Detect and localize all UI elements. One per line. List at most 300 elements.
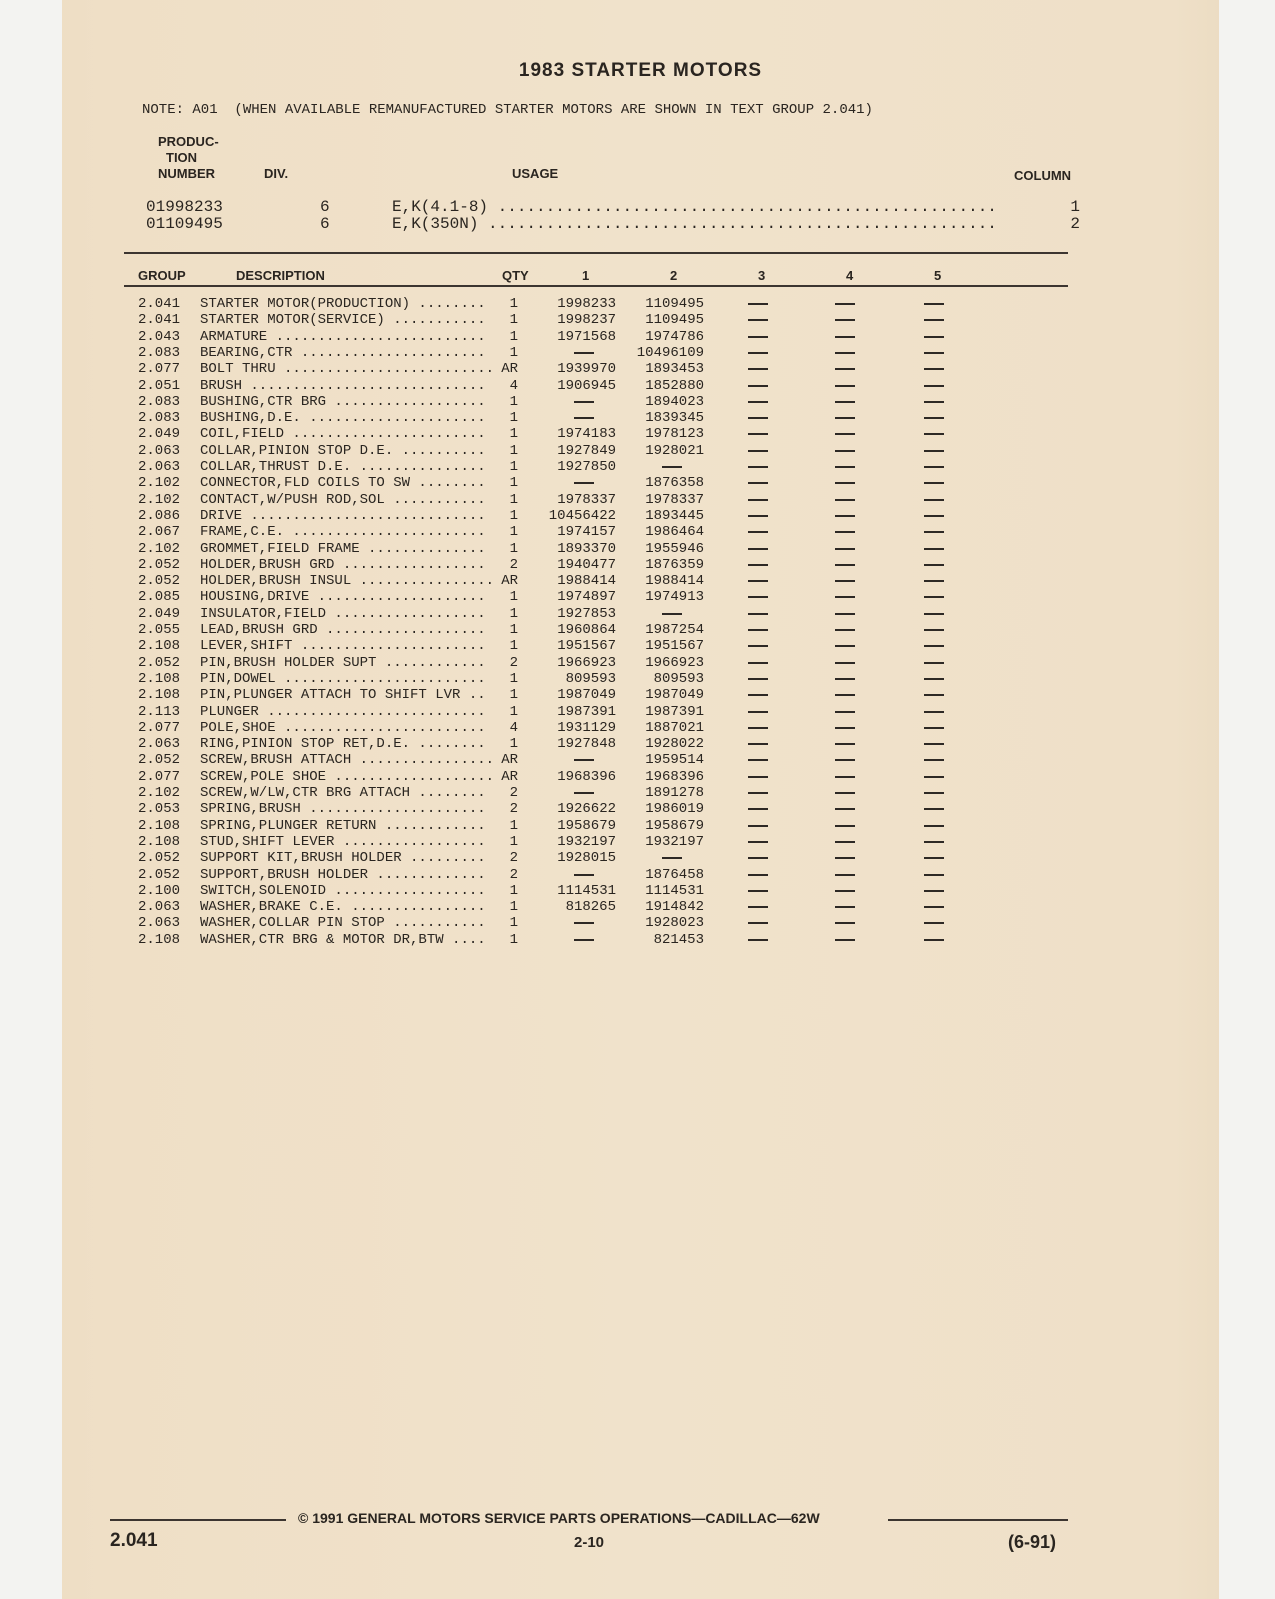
group-cell: 2.049	[138, 426, 181, 442]
col2-part-number: 1966923	[645, 655, 704, 671]
description-cell: STARTER MOTOR(SERVICE) ...........	[200, 312, 486, 328]
col5-dash	[924, 541, 944, 557]
col2-part-number: 10496109	[636, 345, 704, 361]
col5-dash	[924, 394, 944, 410]
group-cell: 2.052	[138, 557, 181, 573]
col5-dash	[924, 296, 944, 312]
scan-margin-right	[1219, 0, 1275, 1599]
group-cell: 2.063	[138, 915, 181, 931]
col1-part-number: 1931129	[557, 720, 616, 736]
qty-cell: 1	[509, 443, 518, 459]
col5-dash	[924, 899, 944, 915]
col3-dash	[748, 426, 768, 442]
qty-cell: 2	[509, 801, 518, 817]
scan-margin-left	[0, 0, 62, 1599]
description-cell: GROMMET,FIELD FRAME ..............	[200, 541, 486, 557]
qty-cell: 1	[509, 459, 518, 475]
col2-part-number: 1928023	[645, 915, 704, 931]
col5-dash	[924, 850, 944, 866]
group-cell: 2.102	[138, 492, 181, 508]
col3-dash	[748, 785, 768, 801]
col4-dash	[835, 329, 855, 345]
group-cell: 2.063	[138, 899, 181, 915]
col1-part-number: 10456422	[548, 508, 616, 524]
col4-dash	[835, 932, 855, 948]
col4-dash	[835, 606, 855, 622]
col2-part-number: 1955946	[645, 541, 704, 557]
col4-header: 4	[846, 268, 854, 283]
col2-part-number: 1968396	[645, 769, 704, 785]
col5-dash	[924, 655, 944, 671]
description-cell: BUSHING,D.E. .....................	[200, 410, 486, 426]
col1-part-number: 1906945	[557, 378, 616, 394]
col2-dash	[622, 459, 704, 475]
table-row	[62, 573, 1219, 589]
div-header: DIV.	[264, 166, 289, 181]
col2-part-number: 809593	[653, 671, 704, 687]
col1-part-number: 1974897	[557, 589, 616, 605]
col4-dash	[835, 899, 855, 915]
col1-part-number: 1951567	[557, 638, 616, 654]
col2-part-number: 1852880	[645, 378, 704, 394]
table-row	[62, 492, 1219, 508]
col1-part-number: 1939970	[557, 361, 616, 377]
note-text: NOTE: A01 (WHEN AVAILABLE REMANUFACTURED STARTER MOTORS ARE SHOWN IN TEXT GROUP 2.041)	[142, 102, 873, 118]
description-cell: BEARING,CTR ......................	[200, 345, 486, 361]
col3-dash	[748, 361, 768, 377]
col4-dash	[835, 834, 855, 850]
group-cell: 2.052	[138, 867, 181, 883]
col2-part-number: 1974786	[645, 329, 704, 345]
table-row	[62, 329, 1219, 345]
group-cell: 2.108	[138, 818, 181, 834]
group-cell: 2.052	[138, 655, 181, 671]
col3-dash	[748, 671, 768, 687]
table-row	[62, 801, 1219, 817]
qty-cell: 1	[509, 834, 518, 850]
col2-part-number: 1986464	[645, 524, 704, 540]
col1-dash	[536, 915, 616, 931]
col3-dash	[748, 915, 768, 931]
col4-dash	[835, 508, 855, 524]
table-row	[62, 475, 1219, 491]
qty-cell: 1	[509, 899, 518, 915]
group-cell: 2.043	[138, 329, 181, 345]
col5-dash	[924, 361, 944, 377]
col5-dash	[924, 443, 944, 459]
col2-part-number: 1876458	[645, 867, 704, 883]
description-cell: HOLDER,BRUSH INSUL ................	[200, 573, 495, 589]
col1-dash	[536, 394, 616, 410]
description-cell: HOUSING,DRIVE ....................	[200, 589, 486, 605]
table-row	[62, 296, 1219, 312]
qty-cell: 1	[509, 524, 518, 540]
col4-dash	[835, 752, 855, 768]
col3-dash	[748, 589, 768, 605]
col5-dash	[924, 492, 944, 508]
col3-dash	[748, 606, 768, 622]
footer-copyright: © 1991 GENERAL MOTORS SERVICE PARTS OPERATIONS—CADILLAC—62W	[298, 1510, 820, 1526]
column-header: COLUMN	[1014, 168, 1072, 183]
col3-header: 3	[758, 268, 766, 283]
col5-dash	[924, 426, 944, 442]
col4-dash	[835, 850, 855, 866]
group-cell: 2.041	[138, 312, 181, 328]
table-row	[62, 818, 1219, 834]
production-column: 2	[1070, 215, 1080, 233]
col2-header: 2	[670, 268, 678, 283]
col5-dash	[924, 312, 944, 328]
col3-dash	[748, 704, 768, 720]
col4-dash	[835, 704, 855, 720]
col3-dash	[748, 752, 768, 768]
production-div: 6	[320, 198, 330, 216]
col1-part-number: 1987049	[557, 687, 616, 703]
description-cell: PIN,PLUNGER ATTACH TO SHIFT LVR ..	[200, 687, 486, 703]
group-cell: 2.077	[138, 769, 181, 785]
col3-dash	[748, 524, 768, 540]
description-cell: DRIVE ............................	[200, 508, 486, 524]
table-row	[62, 312, 1219, 328]
col4-dash	[835, 883, 855, 899]
col5-dash	[924, 932, 944, 948]
col1-part-number: 1928015	[557, 850, 616, 866]
description-cell: COLLAR,PINION STOP D.E. ..........	[200, 443, 486, 459]
description-cell: SCREW,POLE SHOE ...................	[200, 769, 495, 785]
qty-cell: 1	[509, 345, 518, 361]
col3-dash	[748, 622, 768, 638]
col5-dash	[924, 867, 944, 883]
group-cell: 2.052	[138, 573, 181, 589]
group-cell: 2.108	[138, 687, 181, 703]
col1-part-number: 1927850	[557, 459, 616, 475]
col1-part-number: 1971568	[557, 329, 616, 345]
col4-dash	[835, 671, 855, 687]
col1-part-number: 1974183	[557, 426, 616, 442]
col4-dash	[835, 443, 855, 459]
catalog-page	[62, 0, 1219, 1599]
col1-part-number: 1968396	[557, 769, 616, 785]
qty-cell: 1	[509, 671, 518, 687]
col2-part-number: 1876359	[645, 557, 704, 573]
production-row	[62, 215, 1219, 231]
col3-dash	[748, 557, 768, 573]
col4-dash	[835, 736, 855, 752]
table-row	[62, 524, 1219, 540]
page-title: 1983 STARTER MOTORS	[518, 60, 763, 81]
col4-dash	[835, 296, 855, 312]
description-cell: SCREW,W/LW,CTR BRG ATTACH ........	[200, 785, 486, 801]
description-cell: SPRING,BRUSH .....................	[200, 801, 486, 817]
col2-part-number: 1986019	[645, 801, 704, 817]
qty-cell: 1	[509, 410, 518, 426]
col4-dash	[835, 801, 855, 817]
col5-dash	[924, 720, 944, 736]
description-cell: SCREW,BRUSH ATTACH ................	[200, 752, 495, 768]
table-row	[62, 932, 1219, 948]
table-row	[62, 867, 1219, 883]
production-number: 01998233	[146, 198, 223, 216]
table-row	[62, 736, 1219, 752]
description-cell: BUSHING,CTR BRG ..................	[200, 394, 486, 410]
col5-header: 5	[934, 268, 942, 283]
header-rule	[124, 285, 1068, 287]
footer-rule-left	[110, 1519, 286, 1521]
col1-part-number: 1932197	[557, 834, 616, 850]
col3-dash	[748, 883, 768, 899]
description-cell: WASHER,COLLAR PIN STOP ...........	[200, 915, 486, 931]
col3-dash	[748, 459, 768, 475]
col1-part-number: 1978337	[557, 492, 616, 508]
col3-dash	[748, 443, 768, 459]
col4-dash	[835, 459, 855, 475]
description-cell: PLUNGER ..........................	[200, 704, 486, 720]
table-row	[62, 508, 1219, 524]
group-cell: 2.108	[138, 638, 181, 654]
col2-part-number: 1109495	[645, 296, 704, 312]
footer-group: 2.041	[110, 1530, 158, 1551]
col2-part-number: 1928022	[645, 736, 704, 752]
col1-part-number: 1927849	[557, 443, 616, 459]
table-row	[62, 899, 1219, 915]
col4-dash	[835, 541, 855, 557]
qty-cell: 1	[509, 606, 518, 622]
table-row	[62, 638, 1219, 654]
col1-dash	[536, 785, 616, 801]
col3-dash	[748, 850, 768, 866]
table-row	[62, 769, 1219, 785]
footer-page-number: 2-10	[574, 1534, 605, 1551]
qty-cell: 2	[509, 867, 518, 883]
qty-cell: AR	[501, 573, 518, 589]
table-row	[62, 459, 1219, 475]
qty-cell: AR	[501, 361, 518, 377]
table-row	[62, 606, 1219, 622]
qty-cell: 1	[509, 329, 518, 345]
col5-dash	[924, 606, 944, 622]
col2-part-number: 1988414	[645, 573, 704, 589]
col4-dash	[835, 638, 855, 654]
col3-dash	[748, 655, 768, 671]
col3-dash	[748, 508, 768, 524]
col4-dash	[835, 475, 855, 491]
col2-part-number: 1887021	[645, 720, 704, 736]
footer-rule-right	[888, 1519, 1068, 1521]
col2-part-number: 1893453	[645, 361, 704, 377]
col5-dash	[924, 769, 944, 785]
description-cell: WASHER,BRAKE C.E. ................	[200, 899, 486, 915]
qty-cell: 1	[509, 883, 518, 899]
col5-dash	[924, 378, 944, 394]
col1-part-number: 1940477	[557, 557, 616, 573]
col2-part-number: 1876358	[645, 475, 704, 491]
table-row	[62, 361, 1219, 377]
col1-part-number: 1927853	[557, 606, 616, 622]
description-cell: COLLAR,THRUST D.E. ...............	[200, 459, 486, 475]
table-row	[62, 655, 1219, 671]
group-cell: 2.085	[138, 589, 181, 605]
col2-part-number: 1894023	[645, 394, 704, 410]
description-cell: CONTACT,W/PUSH ROD,SOL ...........	[200, 492, 486, 508]
description-cell: HOLDER,BRUSH GRD .................	[200, 557, 486, 573]
col1-part-number: 1988414	[557, 573, 616, 589]
group-cell: 2.108	[138, 834, 181, 850]
col5-dash	[924, 589, 944, 605]
qty-cell: 1	[509, 932, 518, 948]
qty-cell: 1	[509, 687, 518, 703]
qty-cell: 4	[509, 720, 518, 736]
description-cell: PIN,DOWEL ........................	[200, 671, 486, 687]
table-row	[62, 378, 1219, 394]
col5-dash	[924, 883, 944, 899]
qty-cell: 1	[509, 915, 518, 931]
col2-dash	[622, 606, 704, 622]
col1-part-number: 1974157	[557, 524, 616, 540]
col5-dash	[924, 475, 944, 491]
col3-dash	[748, 492, 768, 508]
group-cell: 2.108	[138, 932, 181, 948]
col4-dash	[835, 492, 855, 508]
col3-dash	[748, 312, 768, 328]
group-cell: 2.067	[138, 524, 181, 540]
col5-dash	[924, 687, 944, 703]
col4-dash	[835, 818, 855, 834]
table-row	[62, 443, 1219, 459]
col1-part-number: 1987391	[557, 704, 616, 720]
col1-part-number: 1893370	[557, 541, 616, 557]
qty-cell: 1	[509, 541, 518, 557]
col3-dash	[748, 867, 768, 883]
group-cell: 2.086	[138, 508, 181, 524]
col4-dash	[835, 312, 855, 328]
qty-cell: 1	[509, 818, 518, 834]
col4-dash	[835, 589, 855, 605]
description-cell: WASHER,CTR BRG & MOTOR DR,BTW ....	[200, 932, 486, 948]
description-cell: COIL,FIELD .......................	[200, 426, 486, 442]
col4-dash	[835, 867, 855, 883]
group-cell: 2.063	[138, 459, 181, 475]
col1-part-number: 1960864	[557, 622, 616, 638]
col4-dash	[835, 655, 855, 671]
table-row	[62, 752, 1219, 768]
col3-dash	[748, 394, 768, 410]
col5-dash	[924, 410, 944, 426]
table-row	[62, 671, 1219, 687]
col3-dash	[748, 687, 768, 703]
col2-part-number: 1914842	[645, 899, 704, 915]
col2-part-number: 1951567	[645, 638, 704, 654]
description-cell: STUD,SHIFT LEVER .................	[200, 834, 486, 850]
table-row	[62, 541, 1219, 557]
group-cell: 2.102	[138, 475, 181, 491]
col4-dash	[835, 378, 855, 394]
col3-dash	[748, 296, 768, 312]
col4-dash	[835, 361, 855, 377]
col5-dash	[924, 704, 944, 720]
col5-dash	[924, 638, 944, 654]
col4-dash	[835, 394, 855, 410]
col5-dash	[924, 785, 944, 801]
qty-cell: AR	[501, 769, 518, 785]
group-cell: 2.052	[138, 850, 181, 866]
col3-dash	[748, 410, 768, 426]
col2-part-number: 1959514	[645, 752, 704, 768]
qty-cell: 4	[509, 378, 518, 394]
col4-dash	[835, 573, 855, 589]
col1-part-number: 1966923	[557, 655, 616, 671]
col1-part-number: 1998233	[557, 296, 616, 312]
group-cell: 2.077	[138, 361, 181, 377]
col4-dash	[835, 524, 855, 540]
col3-dash	[748, 736, 768, 752]
qty-cell: 1	[509, 704, 518, 720]
description-cell: ARMATURE .........................	[200, 329, 486, 345]
description-cell: RING,PINION STOP RET,D.E. ........	[200, 736, 486, 752]
table-row	[62, 410, 1219, 426]
group-cell: 2.063	[138, 736, 181, 752]
description-cell: LEVER,SHIFT ......................	[200, 638, 486, 654]
col3-dash	[748, 769, 768, 785]
col2-part-number: 1978123	[645, 426, 704, 442]
description-cell: CONNECTOR,FLD COILS TO SW ........	[200, 475, 486, 491]
qty-cell: 2	[509, 785, 518, 801]
production-number-header: PRODUC- TION NUMBER	[158, 134, 219, 181]
col1-dash	[536, 867, 616, 883]
col1-part-number: 809593	[565, 671, 616, 687]
col5-dash	[924, 573, 944, 589]
col2-part-number: 1893445	[645, 508, 704, 524]
production-div: 6	[320, 215, 330, 233]
col4-dash	[835, 687, 855, 703]
col3-dash	[748, 573, 768, 589]
table-row	[62, 704, 1219, 720]
col1-dash	[536, 752, 616, 768]
col2-part-number: 1891278	[645, 785, 704, 801]
col5-dash	[924, 834, 944, 850]
col2-part-number: 1978337	[645, 492, 704, 508]
group-cell: 2.100	[138, 883, 181, 899]
col5-dash	[924, 818, 944, 834]
qty-cell: AR	[501, 752, 518, 768]
col5-dash	[924, 508, 944, 524]
description-header: DESCRIPTION	[236, 268, 325, 283]
group-cell: 2.052	[138, 752, 181, 768]
col1-dash	[536, 475, 616, 491]
qty-header: QTY	[502, 268, 529, 283]
col2-part-number: 1109495	[645, 312, 704, 328]
col5-dash	[924, 345, 944, 361]
col5-dash	[924, 915, 944, 931]
top-rule	[124, 252, 1068, 254]
col2-part-number: 1987049	[645, 687, 704, 703]
qty-cell: 1	[509, 492, 518, 508]
production-row	[62, 198, 1219, 214]
col1-dash	[536, 410, 616, 426]
qty-cell: 1	[509, 312, 518, 328]
group-cell: 2.102	[138, 785, 181, 801]
col4-dash	[835, 426, 855, 442]
col3-dash	[748, 899, 768, 915]
col1-part-number: 1958679	[557, 818, 616, 834]
col5-dash	[924, 622, 944, 638]
col2-part-number: 1114531	[645, 883, 704, 899]
col3-dash	[748, 720, 768, 736]
group-cell: 2.083	[138, 394, 181, 410]
col1-header: 1	[582, 268, 590, 283]
description-cell: FRAME,C.E. .......................	[200, 524, 486, 540]
group-header: GROUP	[138, 268, 186, 283]
qty-cell: 1	[509, 296, 518, 312]
